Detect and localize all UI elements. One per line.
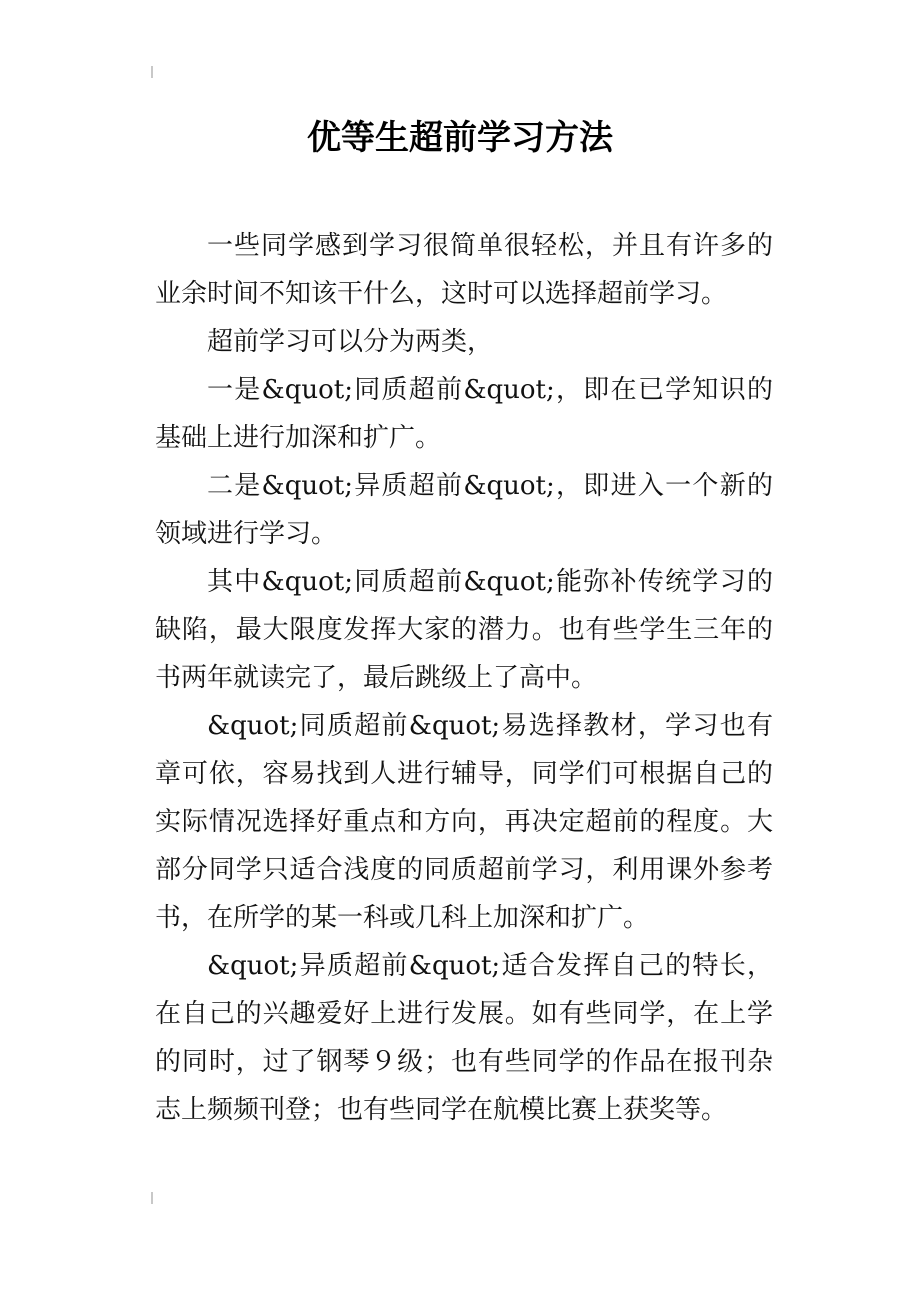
paragraph-heterogeneous: 二是&quot;异质超前&quot;，即进入一个新的领域进行学习。 [155,471,773,549]
paragraph-categories: 超前学习可以分为两类， [207,327,494,357]
document-title: 优等生超前学习方法 [307,118,613,158]
document-body [155,222,773,1134]
page-corner-mark-top [151,66,153,78]
paragraph-homogeneous-detail: &quot;同质超前&quot;易选择教材，学习也有章可依，容易找到人进行辅导，同学们可根据自己的实际情况选择好重点和方向，再决定超前的程度。大部分同学只适合浅度的同质超前学习，利用课外参考书，在所学的某一科或几科上加深和扩广。 [155,711,773,933]
paragraph-intro: 一些同学感到学习很简单很轻松，并且有许多的业余时间不知该干什么，这时可以选择超前学习。 [155,231,773,309]
page-corner-mark-bottom [151,1192,153,1204]
paragraph-benefits: 其中&quot;同质超前&quot;能弥补传统学习的缺陷，最大限度发挥大家的潜力。也有些学生三年的书两年就读完了，最后跳级上了高中。 [155,567,773,693]
paragraph-homogeneous: 一是&quot;同质超前&quot;，即在已学知识的基础上进行加深和扩广。 [155,375,773,453]
paragraph-heterogeneous-detail: &quot;异质超前&quot;适合发挥自己的特长，在自己的兴趣爱好上进行发展。如有些同学，在上学的同时，过了钢琴９级；也有些同学的作品在报刊杂志上频频刊登；也有些同学在航模比赛上获奖等。 [155,951,773,1125]
